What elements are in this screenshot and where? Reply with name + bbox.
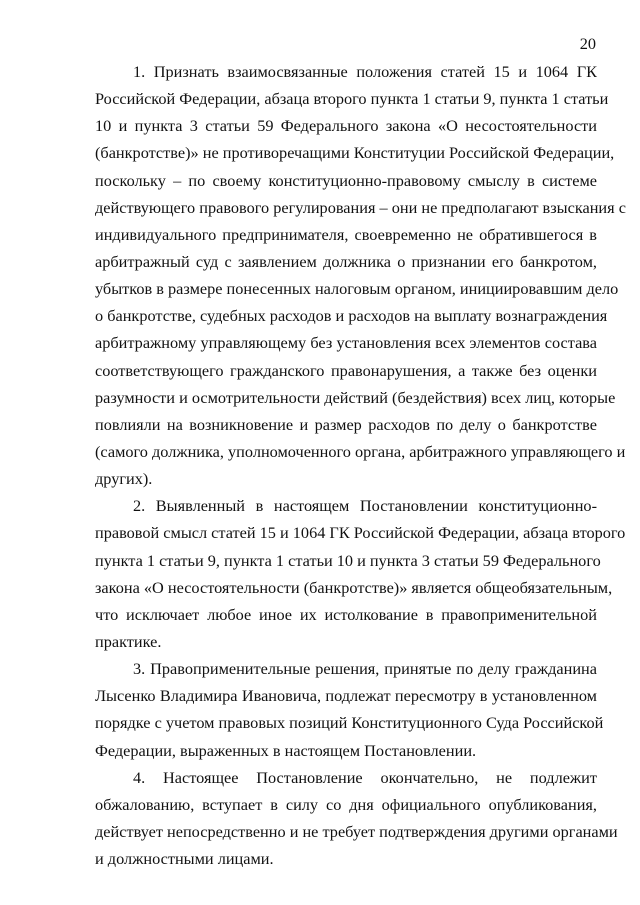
text-line: разумности и осмотрительности действий (бездействия) всех лиц, которые <box>95 387 616 407</box>
paragraph-1 <box>95 58 626 492</box>
text-line: (банкротстве)» не противоречащими Конституции Российской Федерации, <box>95 143 615 163</box>
page-number: 20 <box>579 34 596 53</box>
text-line: арбитражному управляющему без установления всех элементов состава <box>95 333 597 353</box>
text-line: Лысенко Владимира Ивановича, подлежат пересмотру в установленном <box>95 686 597 706</box>
text-line: убытков в размере понесенных налоговым органом, инициировавшим дело <box>95 279 619 299</box>
text-line: соответствующего гражданского правонарушения, а также без оценки <box>95 360 597 380</box>
text-line: и должностными лицами. <box>95 849 274 869</box>
text-line: действует непосредственно и не требует подтверждения другими органами <box>95 821 618 841</box>
text-line: о банкротстве, судебных расходов и расходов на выплату вознаграждения <box>95 306 608 326</box>
text-line: что исключает любое иное их истолкование в правоприменительной <box>95 604 597 624</box>
text-line: правовой смысл статей 15 и 1064 ГК Российской Федерации, абзаца второго <box>95 523 626 543</box>
paragraph-2 <box>95 492 626 655</box>
text-line: повлияли на возникновение и размер расходов по делу о банкротстве <box>95 414 597 434</box>
text-line: действующего правового регулирования – они не предполагают взыскания с <box>95 197 626 217</box>
text-line: 2. Выявленный в настоящем Постановлении конституционно- <box>133 496 597 516</box>
text-line: практике. <box>95 631 162 651</box>
paragraph-3 <box>95 655 604 764</box>
text-line: 3. Правоприменительные решения, принятые по делу гражданина <box>133 659 597 679</box>
text-line: пункта 1 статьи 9, пункта 1 статьи 10 и пункта 3 статьи 59 Федерального <box>95 550 601 570</box>
text-line: Федерации, выраженных в настоящем Постановлении. <box>95 740 477 760</box>
paragraph-4 <box>95 764 618 873</box>
text-line: 4. Настоящее Постановление окончательно, не подлежит <box>133 767 597 787</box>
document-body <box>95 58 626 872</box>
text-line: арбитражный суд с заявлением должника о признании его банкротом, <box>95 251 597 271</box>
text-line: индивидуального предпринимателя, своевременно не обратившегося в <box>95 224 597 244</box>
text-line: 1. Признать взаимосвязанные положения статей 15 и 1064 ГК <box>133 62 597 81</box>
text-line: закона «О несостоятельности (банкротстве)» является общеобязательным, <box>95 577 613 597</box>
text-line: обжалованию, вступает в силу со дня официального опубликования, <box>95 794 597 814</box>
text-line: порядке с учетом правовых позиций Конституционного Суда Российской <box>95 713 604 733</box>
text-line: (самого должника, уполномоченного органа, арбитражного управляющего и <box>95 441 626 461</box>
text-line: других). <box>95 469 153 489</box>
text-line: Российской Федерации, абзаца второго пункта 1 статьи 9, пункта 1 статьи <box>95 89 609 109</box>
text-line: 10 и пункта 3 статьи 59 Федерального закона «О несостоятельности <box>95 116 597 136</box>
text-line: поскольку – по своему конституционно-правовому смыслу в системе <box>95 170 597 190</box>
